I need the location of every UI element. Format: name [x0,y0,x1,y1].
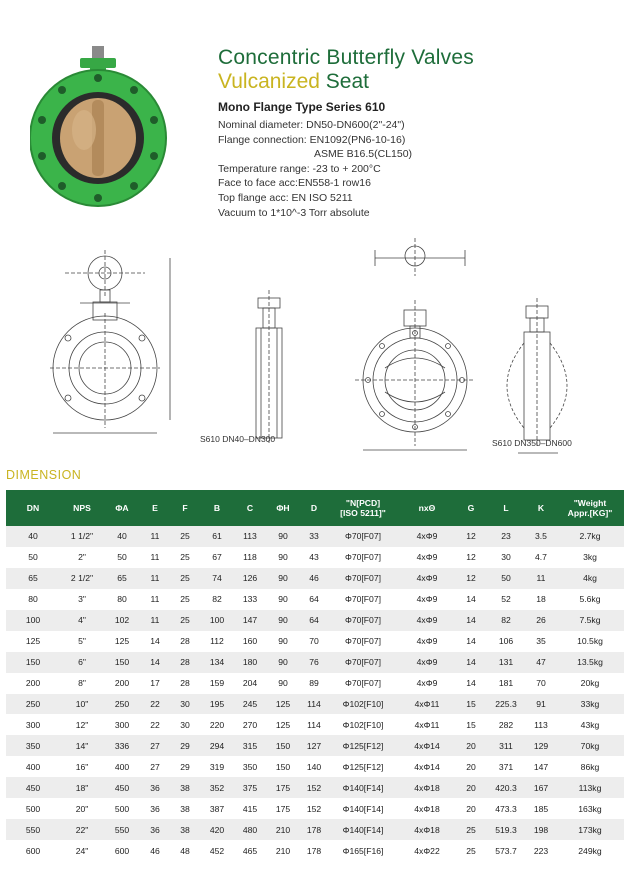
cell-e: 27 [140,735,170,756]
cell-n-holes: 4xΦ9 [398,526,456,547]
dimension-header-row [6,490,624,526]
cell-dn: 350 [6,735,60,756]
table-row [6,610,624,631]
cell-dn: 125 [6,631,60,652]
cell-g: 14 [456,652,486,673]
header-d: D [300,490,328,526]
cell-n-pcd: Φ70[F07] [328,673,398,694]
cell-c: 465 [234,840,266,861]
cell-n-pcd: Φ140[F14] [328,819,398,840]
cell-d: 64 [300,610,328,631]
table-row [6,819,624,840]
cell-f: 25 [170,526,200,547]
cell-dia-a: 250 [104,694,140,715]
cell-weight: 249kg [556,840,624,861]
cell-n-pcd: Φ125[F12] [328,735,398,756]
cell-d: 152 [300,798,328,819]
cell-weight: 10.5kg [556,631,624,652]
cell-f: 38 [170,798,200,819]
header-n-holes: nxΘ [398,490,456,526]
cell-dn: 300 [6,714,60,735]
header-f: F [170,490,200,526]
cell-d: 178 [300,840,328,861]
cell-n-holes: 4xΦ18 [398,819,456,840]
cell-l: 131 [486,652,526,673]
cell-g: 25 [456,840,486,861]
cell-f: 29 [170,735,200,756]
cell-b: 294 [200,735,234,756]
cell-b: 74 [200,568,234,589]
cell-dia-h: 90 [266,547,300,568]
cell-g: 14 [456,610,486,631]
cell-l: 50 [486,568,526,589]
cell-f: 30 [170,714,200,735]
cell-weight: 113kg [556,777,624,798]
spec-temperature: Temperature range: -23 to + 200°C [218,162,381,175]
cell-f: 38 [170,777,200,798]
table-row [6,589,624,610]
cell-weight: 7.5kg [556,610,624,631]
title-line-2 [218,70,369,94]
cell-dia-a: 450 [104,777,140,798]
cell-d: 43 [300,547,328,568]
cell-f: 38 [170,819,200,840]
cell-weight: 3kg [556,547,624,568]
cell-n-pcd: Φ70[F07] [328,610,398,631]
spec-flange-connection: Flange connection: EN1092(PN6-10-16) [218,133,406,146]
cell-e: 46 [140,840,170,861]
cell-l: 371 [486,756,526,777]
cell-dia-h: 125 [266,694,300,715]
cell-b: 112 [200,631,234,652]
cell-k: 91 [526,694,556,715]
series-subtitle: Mono Flange Type Series 610 [218,100,386,114]
header-dia-h: ΦH [266,490,300,526]
cell-l: 519.3 [486,819,526,840]
header-weight: "Weight Appr.[KG]" [556,490,624,526]
cell-g: 14 [456,589,486,610]
cell-g: 14 [456,673,486,694]
cell-d: 89 [300,673,328,694]
cell-dia-h: 125 [266,714,300,735]
cell-b: 67 [200,547,234,568]
cell-c: 270 [234,714,266,735]
cell-l: 225.3 [486,694,526,715]
cell-n-pcd: Φ70[F07] [328,568,398,589]
cell-nps: 16" [60,756,104,777]
dimension-table-body [6,526,624,861]
cell-b: 220 [200,714,234,735]
cell-nps: 1 1/2" [60,526,104,547]
cell-l: 30 [486,547,526,568]
cell-dia-h: 90 [266,652,300,673]
cell-dn: 40 [6,526,60,547]
cell-nps: 24" [60,840,104,861]
spec-nominal-diameter: Nominal diameter: DN50-DN600(2"-24") [218,119,405,131]
valve-product-photo [30,38,180,218]
cell-n-holes: 4xΦ14 [398,756,456,777]
cell-c: 160 [234,631,266,652]
header-e: E [140,490,170,526]
cell-dn: 550 [6,819,60,840]
cell-g: 20 [456,735,486,756]
cell-f: 48 [170,840,200,861]
cell-nps: 12" [60,714,104,735]
title-rest: Seat [319,70,370,93]
cell-n-holes: 4xΦ9 [398,631,456,652]
cell-n-pcd: Φ125[F12] [328,756,398,777]
cell-nps: 14" [60,735,104,756]
cell-e: 14 [140,652,170,673]
cell-dia-a: 50 [104,547,140,568]
cell-f: 25 [170,589,200,610]
cell-nps: 20" [60,798,104,819]
cell-dia-h: 150 [266,756,300,777]
cell-nps: 2 1/2" [60,568,104,589]
technical-drawings [30,228,610,458]
cell-b: 159 [200,673,234,694]
cell-f: 30 [170,694,200,715]
cell-c: 375 [234,777,266,798]
cell-b: 61 [200,526,234,547]
table-row [6,631,624,652]
cell-n-pcd: Φ70[F07] [328,547,398,568]
cell-d: 64 [300,589,328,610]
cell-k: 11 [526,568,556,589]
header-l: L [486,490,526,526]
cell-c: 133 [234,589,266,610]
cell-weight: 5.6kg [556,589,624,610]
cell-b: 319 [200,756,234,777]
caption-small-series: S610 DN40–DN300 [200,434,276,444]
cell-dn: 450 [6,777,60,798]
cell-dia-h: 90 [266,631,300,652]
cell-d: 114 [300,714,328,735]
cell-g: 14 [456,631,486,652]
cell-dia-a: 400 [104,756,140,777]
cell-dn: 65 [6,568,60,589]
cell-k: 129 [526,735,556,756]
cell-nps: 6" [60,652,104,673]
cell-l: 181 [486,673,526,694]
cell-e: 22 [140,694,170,715]
cell-b: 195 [200,694,234,715]
dimension-heading: DIMENSION [6,468,82,482]
cell-d: 33 [300,526,328,547]
cell-dia-h: 210 [266,840,300,861]
cell-e: 11 [140,568,170,589]
cell-dia-a: 336 [104,735,140,756]
dimension-table [6,490,624,861]
cell-n-holes: 4xΦ22 [398,840,456,861]
cell-c: 204 [234,673,266,694]
cell-dia-h: 210 [266,819,300,840]
cell-n-holes: 4xΦ18 [398,777,456,798]
cell-dia-h: 175 [266,777,300,798]
cell-b: 82 [200,589,234,610]
cell-e: 36 [140,777,170,798]
large-valve-front-drawing [355,300,475,450]
table-row [6,777,624,798]
cell-e: 27 [140,756,170,777]
cell-d: 140 [300,756,328,777]
cell-dia-a: 65 [104,568,140,589]
cell-nps: 22" [60,819,104,840]
cell-n-pcd: Φ102[F10] [328,694,398,715]
cell-g: 12 [456,547,486,568]
cell-d: 114 [300,694,328,715]
cell-l: 420.3 [486,777,526,798]
cell-e: 14 [140,631,170,652]
table-row [6,840,624,861]
cell-g: 12 [456,568,486,589]
cell-k: 223 [526,840,556,861]
cell-dn: 600 [6,840,60,861]
header-c: C [234,490,266,526]
cell-g: 15 [456,694,486,715]
cell-n-pcd: Φ140[F14] [328,777,398,798]
caption-large-series: S610 DN350–DN600 [492,438,572,448]
cell-c: 315 [234,735,266,756]
header-b: B [200,490,234,526]
cell-n-pcd: Φ70[F07] [328,631,398,652]
cell-n-holes: 4xΦ9 [398,589,456,610]
large-valve-side-drawing [507,298,567,453]
spec-flange-connection-2: ASME B16.5(CL150) [314,148,413,161]
cell-k: 3.5 [526,526,556,547]
cell-e: 17 [140,673,170,694]
cell-k: 185 [526,798,556,819]
cell-dia-a: 80 [104,589,140,610]
header-n-pcd: "N[PCD] [ISO 5211]" [328,490,398,526]
cell-f: 29 [170,756,200,777]
table-row [6,735,624,756]
cell-l: 106 [486,631,526,652]
cell-dia-h: 150 [266,735,300,756]
cell-nps: 10" [60,694,104,715]
small-valve-front-drawing [50,250,170,433]
table-row [6,673,624,694]
cell-weight: 43kg [556,714,624,735]
spec-list [218,118,412,220]
cell-n-holes: 4xΦ9 [398,610,456,631]
cell-g: 20 [456,798,486,819]
cell-e: 11 [140,589,170,610]
table-row [6,714,624,735]
cell-dia-h: 90 [266,589,300,610]
table-row [6,756,624,777]
cell-dia-h: 90 [266,568,300,589]
cell-k: 35 [526,631,556,652]
small-valve-side-drawing [256,290,282,443]
cell-dia-h: 175 [266,798,300,819]
cell-k: 4.7 [526,547,556,568]
cell-l: 282 [486,714,526,735]
cell-n-pcd: Φ102[F10] [328,714,398,735]
cell-k: 113 [526,714,556,735]
large-valve-top-drawing [375,238,465,276]
cell-dn: 500 [6,798,60,819]
cell-dn: 50 [6,547,60,568]
cell-nps: 8" [60,673,104,694]
cell-weight: 33kg [556,694,624,715]
cell-dn: 250 [6,694,60,715]
cell-k: 47 [526,652,556,673]
cell-n-pcd: Φ70[F07] [328,526,398,547]
cell-dia-a: 300 [104,714,140,735]
header-dn: DN [6,490,60,526]
cell-n-holes: 4xΦ9 [398,568,456,589]
cell-n-holes: 4xΦ14 [398,735,456,756]
title-accent: Vulcanized [218,70,320,93]
cell-g: 12 [456,526,486,547]
cell-f: 25 [170,568,200,589]
header-dia-a: ΦA [104,490,140,526]
cell-weight: 163kg [556,798,624,819]
cell-nps: 3" [60,589,104,610]
cell-b: 452 [200,840,234,861]
header-g: G [456,490,486,526]
cell-c: 415 [234,798,266,819]
cell-e: 11 [140,526,170,547]
cell-n-holes: 4xΦ11 [398,714,456,735]
cell-g: 15 [456,714,486,735]
header-nps: NPS [60,490,104,526]
table-row [6,652,624,673]
cell-nps: 2" [60,547,104,568]
cell-n-holes: 4xΦ9 [398,547,456,568]
spec-vacuum: Vacuum to 1*10^-3 Torr absolute [218,206,370,219]
cell-n-pcd: Φ70[F07] [328,589,398,610]
cell-c: 147 [234,610,266,631]
cell-n-holes: 4xΦ9 [398,673,456,694]
cell-c: 126 [234,568,266,589]
cell-dia-a: 200 [104,673,140,694]
cell-nps: 18" [60,777,104,798]
cell-b: 387 [200,798,234,819]
cell-e: 22 [140,714,170,735]
cell-c: 350 [234,756,266,777]
cell-weight: 20kg [556,673,624,694]
title-line-1: Concentric Butterfly Valves [218,46,474,69]
spec-face-to-face: Face to face acc:EN558-1 row16 [218,177,371,190]
cell-dia-a: 500 [104,798,140,819]
cell-weight: 70kg [556,735,624,756]
cell-k: 70 [526,673,556,694]
header-k: K [526,490,556,526]
cell-b: 100 [200,610,234,631]
cell-nps: 4" [60,610,104,631]
table-row [6,798,624,819]
spec-top-flange: Top flange acc: EN ISO 5211 [218,191,353,204]
cell-dia-a: 150 [104,652,140,673]
cell-c: 245 [234,694,266,715]
cell-c: 113 [234,526,266,547]
cell-n-holes: 4xΦ18 [398,798,456,819]
cell-e: 11 [140,547,170,568]
cell-weight: 4kg [556,568,624,589]
cell-dn: 200 [6,673,60,694]
cell-dia-a: 102 [104,610,140,631]
cell-c: 180 [234,652,266,673]
cell-b: 420 [200,819,234,840]
cell-f: 25 [170,610,200,631]
cell-b: 134 [200,652,234,673]
cell-dia-h: 90 [266,526,300,547]
cell-dn: 150 [6,652,60,673]
cell-n-pcd: Φ140[F14] [328,798,398,819]
cell-dia-a: 40 [104,526,140,547]
cell-g: 20 [456,777,486,798]
cell-dia-h: 90 [266,673,300,694]
cell-weight: 86kg [556,756,624,777]
cell-dia-a: 600 [104,840,140,861]
cell-f: 28 [170,652,200,673]
cell-k: 18 [526,589,556,610]
cell-d: 70 [300,631,328,652]
cell-g: 25 [456,819,486,840]
cell-e: 36 [140,819,170,840]
cell-weight: 13.5kg [556,652,624,673]
cell-weight: 173kg [556,819,624,840]
cell-d: 127 [300,735,328,756]
table-row [6,694,624,715]
cell-c: 480 [234,819,266,840]
cell-f: 28 [170,631,200,652]
cell-d: 152 [300,777,328,798]
cell-n-holes: 4xΦ9 [398,652,456,673]
cell-g: 20 [456,756,486,777]
cell-l: 311 [486,735,526,756]
cell-l: 52 [486,589,526,610]
cell-e: 36 [140,798,170,819]
cell-l: 82 [486,610,526,631]
cell-nps: 5" [60,631,104,652]
cell-f: 25 [170,547,200,568]
cell-k: 198 [526,819,556,840]
cell-k: 26 [526,610,556,631]
cell-b: 352 [200,777,234,798]
cell-c: 118 [234,547,266,568]
cell-weight: 2.7kg [556,526,624,547]
cell-k: 147 [526,756,556,777]
cell-n-pcd: Φ165[F16] [328,840,398,861]
cell-l: 473.3 [486,798,526,819]
cell-n-holes: 4xΦ11 [398,694,456,715]
cell-dia-a: 550 [104,819,140,840]
cell-d: 46 [300,568,328,589]
cell-d: 178 [300,819,328,840]
cell-dn: 80 [6,589,60,610]
table-row [6,526,624,547]
cell-e: 11 [140,610,170,631]
cell-f: 28 [170,673,200,694]
cell-dia-a: 125 [104,631,140,652]
cell-n-pcd: Φ70[F07] [328,652,398,673]
table-row [6,568,624,589]
cell-dia-h: 90 [266,610,300,631]
cell-dn: 100 [6,610,60,631]
cell-dn: 400 [6,756,60,777]
cell-l: 23 [486,526,526,547]
cell-d: 76 [300,652,328,673]
cell-k: 167 [526,777,556,798]
cell-l: 573.7 [486,840,526,861]
table-row [6,547,624,568]
